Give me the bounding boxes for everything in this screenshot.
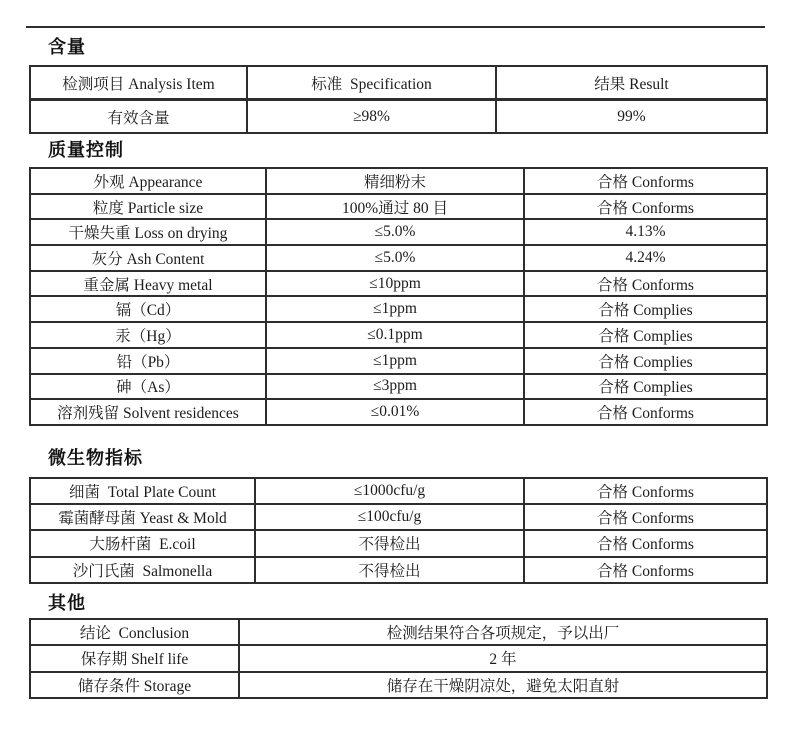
cell-result: 合格 Complies — [524, 296, 767, 322]
table-row — [30, 399, 767, 425]
cell-spec: ≤0.01% — [266, 399, 524, 425]
cell-spec: ≤1000cfu/g — [255, 478, 524, 504]
cell-result: 合格 Conforms — [524, 478, 767, 504]
cell-item: 储存条件 Storage — [30, 672, 239, 698]
section-heading-other: 其他 — [48, 593, 86, 613]
cell-item: 大肠杆菌 E.coil — [30, 530, 255, 556]
table-row — [30, 168, 767, 194]
cell-value: 检测结果符合各项规定，予以出厂 — [239, 619, 767, 645]
content-analysis-table — [29, 65, 768, 134]
table-row — [30, 478, 767, 504]
cell-item: 砷（As） — [30, 374, 266, 400]
cell-result: 合格 Complies — [524, 348, 767, 374]
header-specification: 标准 Specification — [247, 66, 496, 100]
table-row — [30, 645, 767, 671]
table-header-row — [30, 66, 767, 100]
section-heading-content: 含量 — [48, 37, 86, 57]
cell-item: 干燥失重 Loss on drying — [30, 219, 266, 245]
table-row — [30, 271, 767, 297]
cell-item: 镉（Cd） — [30, 296, 266, 322]
cell-result: 合格 Conforms — [524, 194, 767, 220]
cell-value: 储存在干燥阴凉处，避免太阳直射 — [239, 672, 767, 698]
cell-item: 细菌 Total Plate Count — [30, 478, 255, 504]
cell-item: 汞（Hg） — [30, 322, 266, 348]
cell-item: 保存期 Shelf life — [30, 645, 239, 671]
cell-spec: ≤5.0% — [266, 219, 524, 245]
cell-item: 重金属 Heavy metal — [30, 271, 266, 297]
section-heading-microbiological: 微生物指标 — [48, 448, 143, 468]
cell-item: 有效含量 — [30, 100, 247, 134]
header-result: 结果 Result — [496, 66, 767, 100]
cell-item: 结论 Conclusion — [30, 619, 239, 645]
table-row — [30, 322, 767, 348]
cell-spec: ≥98% — [247, 100, 496, 134]
cell-result: 4.24% — [524, 245, 767, 271]
cell-result: 合格 Complies — [524, 374, 767, 400]
table-row — [30, 219, 767, 245]
cell-spec: 精细粉末 — [266, 168, 524, 194]
cell-result: 合格 Conforms — [524, 399, 767, 425]
table-row — [30, 672, 767, 698]
table-row — [30, 530, 767, 556]
cell-spec: ≤100cfu/g — [255, 504, 524, 530]
cell-result: 99% — [496, 100, 767, 134]
microbiological-table — [29, 477, 768, 584]
cell-result: 合格 Conforms — [524, 271, 767, 297]
cell-spec: ≤10ppm — [266, 271, 524, 297]
cell-item: 霉菌酵母菌 Yeast & Mold — [30, 504, 255, 530]
cell-spec: 100%通过 80 目 — [266, 194, 524, 220]
quality-control-table — [29, 167, 768, 426]
table-row — [30, 374, 767, 400]
table-row — [30, 296, 767, 322]
cell-spec: 不得检出 — [255, 530, 524, 556]
table-row — [30, 557, 767, 583]
table-row — [30, 504, 767, 530]
cell-spec: ≤5.0% — [266, 245, 524, 271]
section-heading-quality-control: 质量控制 — [48, 140, 124, 160]
table-row — [30, 619, 767, 645]
cell-result: 合格 Conforms — [524, 168, 767, 194]
cell-spec: ≤1ppm — [266, 348, 524, 374]
cell-item: 沙门氏菌 Salmonella — [30, 557, 255, 583]
table-row — [30, 245, 767, 271]
cell-result: 合格 Conforms — [524, 557, 767, 583]
table-row — [30, 348, 767, 374]
cell-result: 4.13% — [524, 219, 767, 245]
cell-item: 粒度 Particle size — [30, 194, 266, 220]
cell-item: 灰分 Ash Content — [30, 245, 266, 271]
cell-result: 合格 Conforms — [524, 504, 767, 530]
cell-spec: ≤3ppm — [266, 374, 524, 400]
cell-item: 铅（Pb） — [30, 348, 266, 374]
header-analysis-item: 检测项目 Analysis Item — [30, 66, 247, 100]
cell-spec: ≤1ppm — [266, 296, 524, 322]
table-row — [30, 100, 767, 134]
cell-item: 溶剂残留 Solvent residences — [30, 399, 266, 425]
cell-result: 合格 Complies — [524, 322, 767, 348]
cell-item: 外观 Appearance — [30, 168, 266, 194]
other-info-table — [29, 618, 768, 699]
top-horizontal-rule — [26, 26, 765, 28]
cell-result: 合格 Conforms — [524, 530, 767, 556]
table-row — [30, 194, 767, 220]
cell-spec: ≤0.1ppm — [266, 322, 524, 348]
cell-spec: 不得检出 — [255, 557, 524, 583]
cell-value: 2 年 — [239, 645, 767, 671]
